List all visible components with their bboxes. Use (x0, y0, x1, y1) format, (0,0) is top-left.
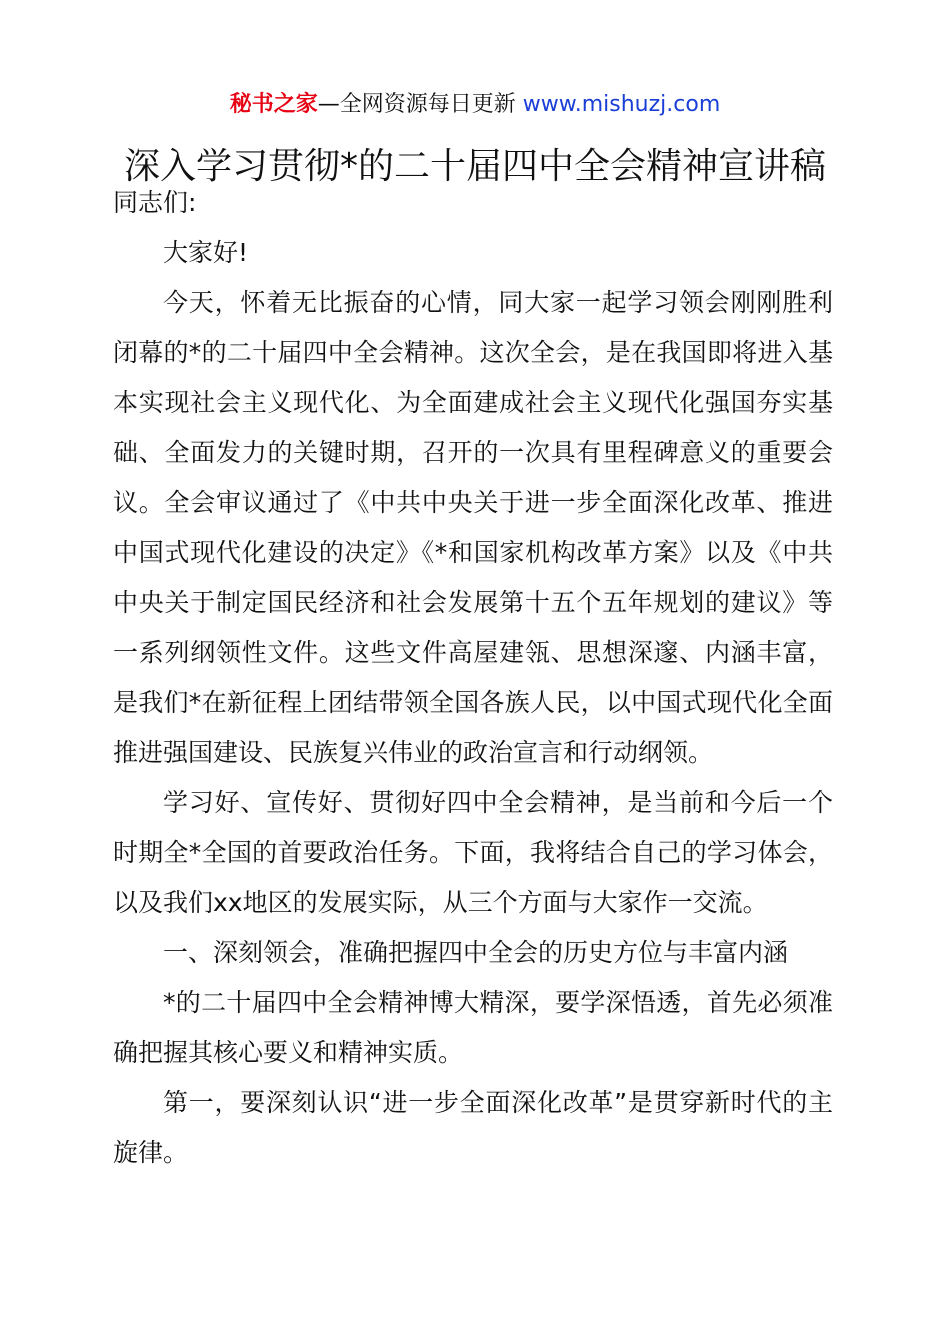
paragraph-point-1: 第一，要深刻认识“进一步全面深化改革”是贯穿新时代的主旋律。 (113, 1088, 833, 1167)
site-banner (0, 90, 950, 120)
paragraph-section-1-intro: *的二十届四中全会精神博大精深，要学深悟透，首先必须准确把握其核心要义和精神实质。 (113, 988, 833, 1067)
brand-name: 秘书之家 (229, 92, 318, 117)
salutation: 同志们: (113, 188, 197, 217)
document-body (113, 178, 833, 1178)
paragraph-task: 学习好、宣传好、贯彻好四中全会精神，是当前和今后一个时期全*全国的首要政治任务。下面，我将结合自己的学习体会，以及我们xx地区的发展实际，从三个方面与大家作一交流。 (113, 788, 833, 917)
document-title: 深入学习贯彻*的二十届四中全会精神宣讲稿 (123, 146, 826, 187)
banner-tagline: —全网资源每日更新 (317, 92, 516, 117)
section-heading-1: 一、深刻领会，准确把握四中全会的历史方位与丰富内涵 (163, 938, 789, 967)
paragraph-greeting: 大家好! (163, 238, 249, 267)
site-url-link[interactable]: www.mishuzj.com (522, 92, 721, 117)
paragraph-intro: 今天，怀着无比振奋的心情，同大家一起学习领会刚刚胜利闭幕的*的二十届四中全会精神。这次全会，是在我国即将进入基本实现社会主义现代化、为全面建成社会主义现代化强国夯实基础、全面发力的关键时期，召开的一次具有里程碑意义的重要会议。全会审议通过了《中共中央关于进一步全面深化改革、推进中国式现代化建设的决定》《*和国家机构改革方案》以及《中共中央关于制定国民经济和社会发展第十五个五年规划的建议》等一系列纲领性文件。这些文件高屋建瓴、思想深邃、内涵丰富，是我们*在新征程上团结带领全国各族人民，以中国式现代化全面推进强国建设、民族复兴伟业的政治宣言和行动纲领。 (113, 288, 833, 767)
